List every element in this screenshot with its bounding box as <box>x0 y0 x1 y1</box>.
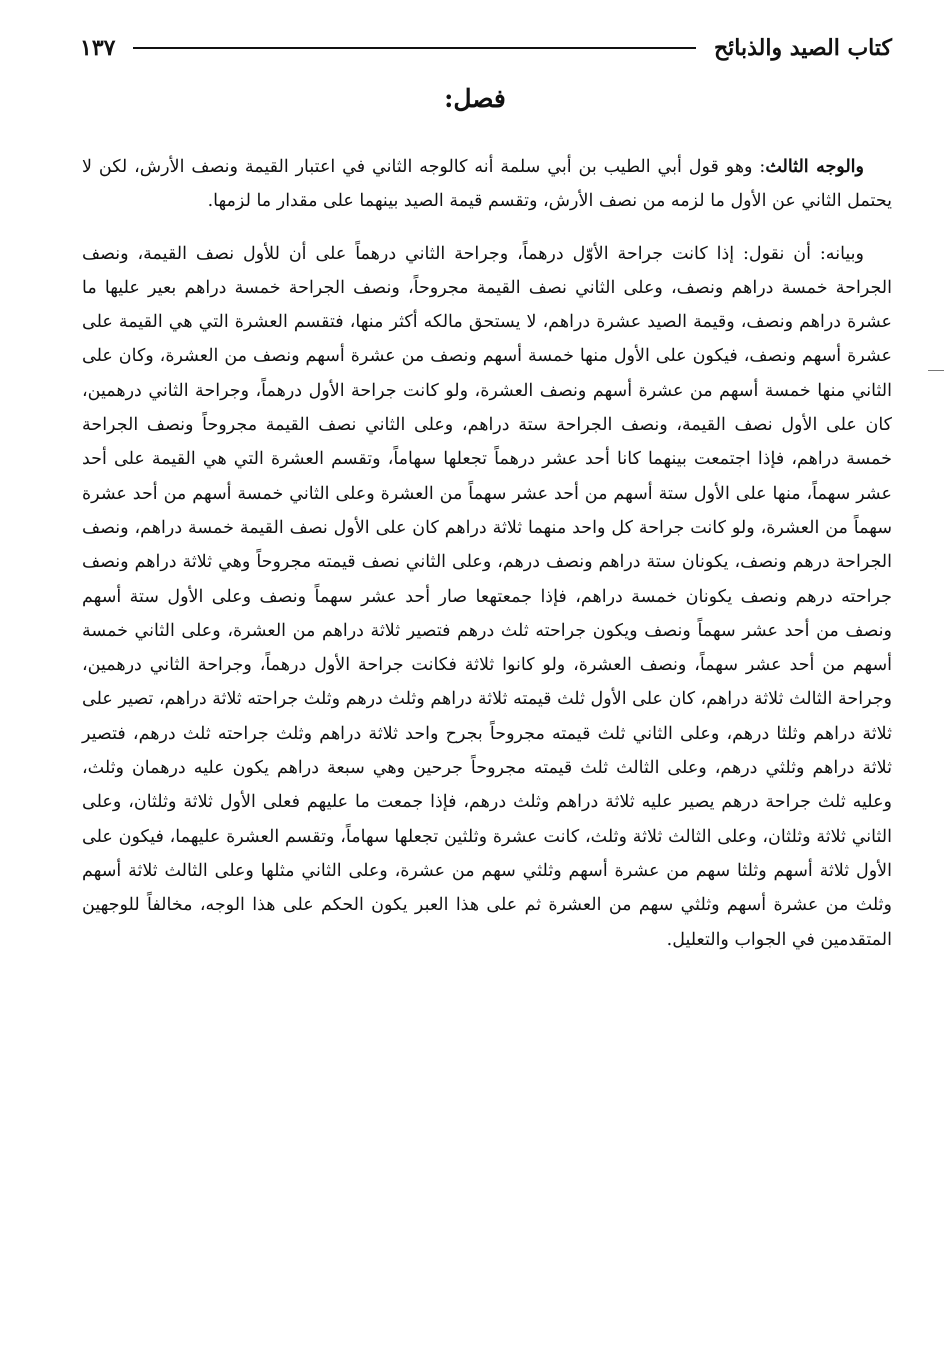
paragraph-1-text: : وهو قول أبي الطيب بن أبي سلمة أنه كالوجه الثاني في اعتبار القيمة ونصف الأرش، لكن لا يحتمل الثاني عن الأول ما لزمه من نصف الأرش، وتقسم قيمة الصيد بينهما على مقدار ما لزمها. <box>82 157 892 212</box>
paragraph-1 <box>82 150 892 219</box>
book-title: كتاب الصيد والذبائح <box>713 35 892 61</box>
running-header <box>80 30 892 66</box>
paragraph-1-lead: والوجه الثالث <box>765 157 864 177</box>
section-heading: فصل: <box>444 84 506 113</box>
header-rule <box>133 47 695 49</box>
body-text <box>82 150 892 957</box>
page-number: ١٣٧ <box>80 35 116 61</box>
paragraph-2 <box>82 237 892 957</box>
paragraph-2-text: وبيانه: أن نقول: إذا كانت جراحة الأوّل درهماً، وجراحة الثاني درهماً على أن للأول نصف القيمة، ونصف الجراحة خمسة دراهم ونصف، وعلى الثاني نصف القيمة مجروحاً، ونصف الجراحة خمسة دراهم بعير عليها ما عشرة دراهم ونصف، وقيمة الصيد عشرة دراهم، لا يستحق مالكه أكثر منها، فتقسم العشرة التي هي القيمة على عشرة أسهم ونصف، فيكون على الأول منها خمسة أسهم ونصف من عشرة أسهم ونصف من العشرة، وكان على الثاني منها خمسة أسهم من عشرة أسهم ونصف العشرة، ولو كانت جراحة الأول درهماً، وجراحة الثاني درهمين، كان على الأول نصف القيمة، ونصف الجراحة ستة دراهم، وعلى الثاني نصف القيمة مجروحاً ونصف الجراحة خمسة دراهم، فإذا اجتمعت بينهما كانا أحد عشر درهماً تجعلها سهاماً، وتقسم العشرة التي هي القيمة على أحد عشر سهماً، منها على الأول ستة أسهم من أحد عشر سهماً من العشرة وعلى الثاني خمسة أسهم من أحد عشرة سهماً من العشرة، ولو كانت جراحة كل واحد منهما ثلاثة دراهم كان على الأول نصف القيمة خمسة دراهم، ونصف الجراحة درهم ونصف، يكونان ستة دراهم ونصف درهم، وعلى الثاني نصف قيمته مجروحاً وهي ثلاثة دراهم ونصف جراحته درهم ونصف يكونان خمسة دراهم، فإذا جمعتهعا صار أحد عشر سهماً ونصف وعلى الأول ستة أسهم ونصف من أحد عشر سهماً ونصف ويكون جراحته ثلث درهم فتصير ثلاثة دراهم من العشرة، وعلى الثاني خمسة أسهم من أحد عشر سهماً، ونصف العشرة، ولو كانوا ثلاثة فكانت جراحة الأول درهماً، وجراحة الثاني درهمين، وجراحة الثالث ثلاثة دراهم، كان على الأول ثلث قيمته ثلاثة دراهم وثلث درهم وثلث جراحته ثلاثة دراهم، تصير على ثلاثة دراهم وثلثا درهم، وعلى الثاني ثلث قيمته مجروحاً بجرح واحد ثلاثة دراهم وثلث جراحته ثلث درهم، فتصير ثلاثة دراهم وثلثي درهم، وعلى الثالث ثلث قيمته مجروحاً جرحين وهي سبعة دراهم يكون عليه درهمان وثلث، وعليه ثلث جراحة درهم يصير عليه ثلاثة دراهم وثلث درهم، فإذا جمعت ما عليهم فعلى الأول ثلاثة وثلثان، وعلى الثاني ثلاثة وثلثان، وعلى الثالث ثلاثة وثلث، كانت عشرة وثلثين تجعلها سهاماً، وتقسم العشرة عليهما، فيكون على الأول ثلاثة أسهم وثلثا سهم من عشرة أسهم وثلثي سهم من عشرة، وعلى الثاني مثلها وعلى الثالث ثلاثة أسهم وثلث من عشرة أسهم وثلثي سهم من العشرة ثم على هذا العبر يكون الحكم على هذا الوجه، مخالفاً للوجهين المتقدمين في الجواب والتعليل. <box>82 243 892 950</box>
margin-mark <box>928 370 944 371</box>
